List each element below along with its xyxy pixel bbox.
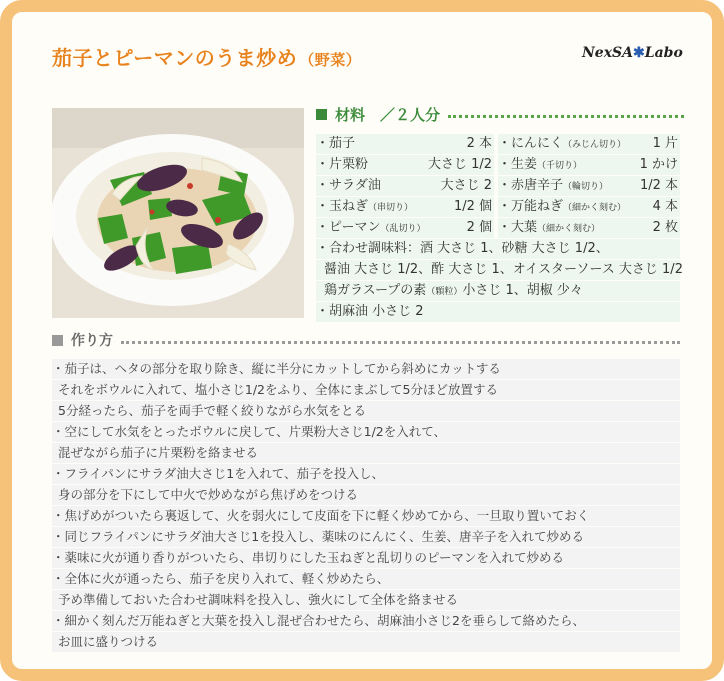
step-line: ・全体に火が通ったら、茄子を戻り入れて、軽く炒めたら、 [52, 569, 680, 589]
title-sub: （野菜） [299, 51, 362, 69]
page-title [52, 42, 361, 71]
ingredient-name: ・生姜 [498, 157, 538, 172]
sesame-oil-line: ・胡麻油 小さじ 2 [316, 302, 680, 322]
ingredient-row [498, 197, 680, 217]
step-line: ・同じフライパンにサラダ油大さじ1を投入し、薬味のにんにく、生姜、唐辛子を入れて炒める [52, 527, 680, 547]
ingredient-qty: 大さじ 2 [440, 178, 492, 193]
step-line: 予め準備しておいた合わせ調味料を投入し、強火にして全体を絡ませる [52, 590, 680, 610]
ingredient-name: ・赤唐辛子 [498, 178, 564, 193]
sauce-line-3b: 小さじ 1、胡椒 少々 [462, 283, 583, 298]
square-icon [316, 109, 327, 120]
ingredient-row [498, 176, 680, 196]
star-icon: ✱ [633, 45, 645, 61]
step-line: それをボウルに入れて、塩小さじ1/2をふり、全体にまぶして5分ほど放置する [52, 380, 680, 400]
ingredient-name: ・サラダ油 [316, 178, 381, 193]
square-icon [52, 335, 63, 346]
ingredient-qty: 1/2 個 [453, 199, 492, 214]
steps-heading-text: 作り方 [71, 333, 113, 349]
ingredient-qty: 4 本 [652, 199, 678, 214]
ingredient-name: ・茄子 [316, 136, 356, 151]
ingredient-row [316, 155, 494, 175]
ingredient-qty: 2 個 [466, 220, 492, 235]
step-line: ・細かく刻んだ万能ねぎと大葉を投入し混ぜ合わせたら、胡麻油小さじ2を垂らして絡めたら、 [52, 611, 680, 631]
sauce-line-3 [316, 281, 680, 301]
ingredient-row [316, 134, 494, 154]
ingredient-name: ・ピーマン [316, 220, 381, 235]
ingredient-qty: 1 かけ [639, 157, 678, 172]
ingredient-name: ・玉ねぎ [316, 199, 369, 214]
ingredient-name: ・にんにく [498, 136, 564, 151]
sauce-line-3a: 鶏ガラスープの素 [324, 283, 427, 298]
dish-photo [52, 108, 304, 318]
ingredient-qty: 大さじ 1/2 [427, 157, 492, 172]
ingredients-heading [316, 104, 684, 125]
ingredient-row [498, 218, 680, 238]
ingredient-note: （千切り） [537, 161, 583, 171]
ingredient-qty: 2 本 [466, 136, 492, 151]
brand-logo [582, 45, 683, 61]
ingredient-name: ・万能ねぎ [498, 199, 564, 214]
ingredient-row [316, 176, 494, 196]
step-line: ・薬味に火が通り香りがついたら、串切りにした玉ねぎと乱切りのピーマンを入れて炒める [52, 548, 680, 568]
step-line: ・焦げめがついたら裏返して、火を弱火にして皮面を下に軽く炒めてから、一旦取り置いておく [52, 506, 680, 526]
steps-heading [52, 330, 680, 350]
step-line: お皿に盛りつける [52, 632, 680, 652]
sauce-line-1: ・合わせ調味料：酒 大さじ 1、砂糖 大さじ 1/2、 [316, 239, 680, 259]
step-line: ・茄子は、ヘタの部分を取り除き、縦に半分にカットしてから斜めにカットする [52, 359, 680, 379]
ingredient-name: ・大葉 [498, 220, 538, 235]
ingredients-heading-text: 材料 ／２人分 [335, 106, 441, 124]
sauce-line-2: 醤油 大さじ 1/2、酢 大さじ 1、オイスターソース 大さじ 1/2 [316, 260, 680, 280]
stir-fry-dish-photo-icon [52, 108, 304, 318]
ingredient-note: （乱切り） [380, 224, 426, 234]
ingredient-row [316, 218, 494, 238]
ingredient-qty: 2 枚 [652, 220, 678, 235]
sauce-line-3-note: （顆粒） [426, 287, 463, 297]
ingredient-qty: 1/2 本 [639, 178, 678, 193]
ingredient-note: （輪切り） [563, 182, 609, 192]
step-line: 混ぜながら茄子に片栗粉を絡ませる [52, 443, 680, 463]
ingredient-row [498, 134, 680, 154]
dotted-divider [448, 115, 684, 118]
dotted-divider [121, 341, 680, 344]
ingredient-note: （細かく刻む） [563, 203, 627, 213]
title-main: 茄子とピーマンのうま炒め [52, 46, 298, 70]
ingredient-qty: 1 片 [652, 136, 678, 151]
ingredient-row [316, 197, 494, 217]
step-line: 5分経ったら、茄子を両手で軽く絞りながら水気をとる [52, 401, 680, 421]
step-line: ・フライパンにサラダ油大さじ1を入れて、茄子を投入し、 [52, 464, 680, 484]
ingredient-note: （串切り） [368, 203, 414, 213]
ingredient-name: ・片栗粉 [316, 157, 369, 172]
brand-left: NexSA [582, 45, 634, 61]
step-line: 身の部分を下にして中火で炒めながら焦げめをつける [52, 485, 680, 505]
ingredient-note: （みじん切り） [563, 140, 627, 150]
ingredient-row [498, 155, 680, 175]
ingredient-note: （細かく刻む） [537, 224, 601, 234]
step-line: ・空にして水気をとったボウルに戻して、片栗粉大さじ1/2を入れて、 [52, 422, 680, 442]
brand-right: Labo [644, 45, 683, 61]
